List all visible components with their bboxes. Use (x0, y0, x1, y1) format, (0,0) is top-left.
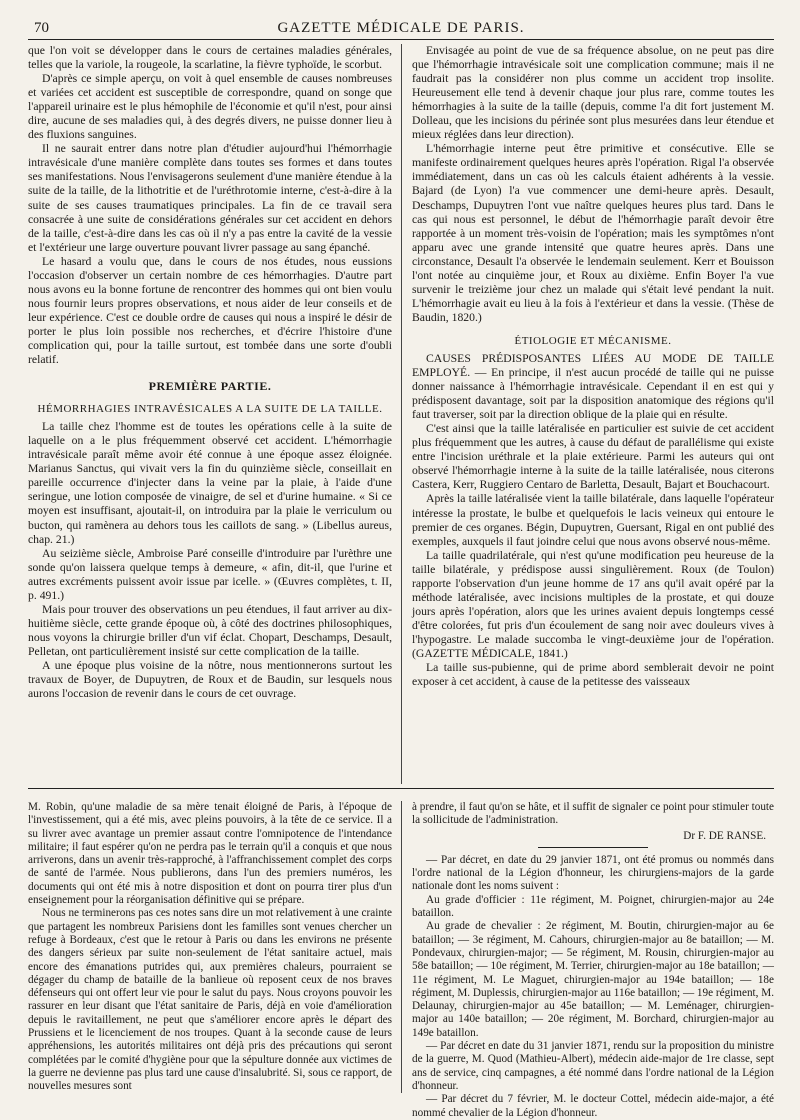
paragraph: L'hémorrhagie interne peut être primitive et consécutive. Elle se manifeste ordinairement quelques heures après l'opération. Rigal l'a observée immédiatement, dans un cas où les calculs étaient adhérents à la vessie. Bajard (de Lyon) l'a vue commencer une demi-heure après. Desault, Deschamps, Dupuytren l'ont vue naître quelques heures plus tard. Dans le cas qui nous est personnel, le début de l'hémorrhagie paraît devoir être rapportée à un moment très-voisin de l'opération; mais les symptômes n'ont apparu avec une grande intensité que quatre heures après. Dans une circonstance, Desault l'a observée le lendemain seulement. Kerr et Bouisson l'ont notée au cinquième jour, et Roux au dixième. Enfin Boyer l'a vue survenir le treizième jour chez un malade qui s'était levé pendant la nuit. L'hémorrhagie avait eu lieu à la fois à l'extérieur et dans la vessie. (Thèse de Baudin, 1820.) (412, 142, 774, 324)
paragraph: Mais pour trouver des observations un peu étendues, il faut arriver au dix-huitième siècle, cette grande époque où, à côté des doctrines philosophiques, nous voyons la chirurgie briller d'un vif éclat. Chopart, Deschamps, Desault, Pelletan, ont particulièrement insisté sur cette complication de la taille. (28, 602, 392, 658)
paragraph: A une époque plus voisine de la nôtre, nous mentionnerons surtout les travaux de Boyer, de Dupuytren, de Roux et de Baudin, sur lesquels nous aurons l'occasion de revenir dans le cours de cet ouvrage. (28, 658, 392, 701)
paragraph: Après la taille latéralisée vient la taille bilatérale, dans laquelle l'opérateur intéresse la prostate, le bulbe et quelquefois le lacis veineux qui entoure le premier de ces organes. Bégin, Dupuytren, Guersant, Rigal en ont publié des exemples, auxquels il faut joindre celui que nous avons observé nous-même. (412, 492, 774, 548)
paragraph: Envisagée au point de vue de sa fréquence absolue, on ne peut pas dire que l'hémorrhagie intravésicale soit une complication commune; mais il ne faudrait pas la considérer non plus comme un accident trop insolite. Heureusement elle tend à devenir chaque jour plus rare, comme toutes les hémorrhagies à la suite de la taille (depuis, comme l'a dit fort justement M. Dolleau, que les incisions du périnée sont plus mesurées dans leur étendue et mieux réglées dans leur direction). (412, 44, 774, 142)
paragraph: — Par décret, en date du 29 janvier 1871, ont été promus ou nommés dans l'ordre national de la Légion d'honneur, les chirurgiens-majors de la garde nationale dont les noms suivent : (412, 853, 774, 893)
left-column (28, 44, 401, 784)
paragraph: Nous ne terminerons pas ces notes sans dire un mot relativement à une crainte que partagent les nombreux Parisiens dont les familles sont venues chercher un refuge à Bordeaux, c'est que le retour à Paris ou dans les environs ne présente des dangers sérieux par suite non-seulement de l'état sanitaire actuel, mais encore des émanations putrides qui, aux premières chaleurs, pourraient se dégager du champ de bataille de la banlieue où reposent ceux de nos braves défenseurs qui ont offert leur vie pour le salut du pays. Nous croyons pouvoir les rassurer en leur disant que l'état sanitaire de Paris, déjà en voie d'amélioration depuis le ravitaillement, ne peut que s'améliorer encore après le départ des Prussiens et le licenciement de nos troupes. Quant à la seconde cause de leurs appréhensions, les autorités militaires ont déjà pris des précautions qui seront complétées par le comité d'hygiène pour que la sépulture donnée aux victimes de la guerre ne devienne pas plus tard une cause d'insalubrité. Si, sous ce rapport, de nouvelles mesures sont (28, 907, 392, 1093)
paragraph: La taille sus-pubienne, qui de prime abord semblerait devoir ne point exposer à cet accident, à cause de la petitesse des vaisseaux (412, 661, 774, 689)
news-section (28, 789, 774, 1119)
paragraph: — Par décret en date du 31 janvier 1871, rendu sur la proposition du ministre de la guerre, M. Quod (Mathieu-Albert), médecin aide-major de 1re classe, sept ans de service, cinq campagnes, a été nommé dans l'ordre national de la Légion d'honneur. (412, 1040, 774, 1092)
paragraph: Il ne saurait entrer dans notre plan d'étudier aujourd'hui l'hémorrhagie intravésicale d'une manière complète dans toutes ses formes et dans toutes ses manifestations. Nous l'envisagerons seulement d'une manière étendue à la suite de la taille, de la lithotritie et de l'uréthrotomie interne, c'est-à-dire à la suite de ses causes traumatiques principales. La fin de ce travail sera consacrée à une suite de considérations générales sur cet accident en dehors de la taille, c'est-à-dire dans les cas où il n'y a pas entre la cavité de la vessie et l'extérieur une large ouverture pouvant livrer passage au sang épanché. (28, 142, 392, 254)
paragraph: que l'on voit se développer dans le cours de certaines maladies générales, telles que la variole, la rougeole, la scarlatine, la fièvre typhoïde, le scorbut. (28, 44, 392, 72)
paragraph: D'après ce simple aperçu, on voit à quel ensemble de causes nombreuses et variées cet accident est susceptible de correspondre, quand on songe que l'appareil urinaire est le plus hémophile de l'économie et qu'il n'est, pour ainsi dire, aucune de ses maladies qui, à des degrés divers, ne puisse donner lieu à des fluxions sanguines. (28, 72, 392, 142)
article-section (28, 44, 774, 784)
author-signature: Dr F. DE RANSE. (683, 829, 766, 842)
subsection-heading: HÉMORRHAGIES INTRAVÉSICALES A LA SUITE DE LA TAILLE. (37, 403, 383, 416)
bottom-right-column (401, 801, 774, 1119)
paragraph: Le hasard a voulu que, dans le cours de nos études, nous eussions l'occasion d'observer un certain nombre de ces hémorrhagies. D'autre part nous avons eu la bonne fortune de rencontrer des hommes qui ont bien voulu nous fournir leurs propres observations, et nous aider de leur conseils et de leur expérience. C'est ce double ordre de causes qui nous a inspiré le désir de porter le plus loin possible nos recherches, et d'écrire l'histoire d'une complication qui, pour la taille surtout, est tombée dans une sorte d'oubli relatif. (28, 254, 392, 367)
paragraph: M. Robin, qu'une maladie de sa mère tenait éloigné de Paris, à l'époque de l'investissement, qui a été mis, avec pleins pouvoirs, à la tête de ce service. Il a su livrer avec avantage un premier assaut contre l'omnipotence de l'intendance militaire; il faut espérer qu'on ne perdra pas le terrain qu'il a conquis et que nous arriverons, dans un avenir très-rapproché, à l'affranchissement complet des corps de santé de l'armée. Nous publierons, dans l'un des premiers numéros, les documents qui ont été mis à notre disposition et dont on pourra tirer plus d'un enseignement pour la réorganisation définitive qui se prépare. (28, 801, 392, 907)
right-column (401, 44, 774, 784)
paragraph: C'est ainsi que la taille latéralisée en particulier est suivie de cet accident plus fréquemment que les autres, à cause du défaut de parallélisme qui existe entre l'incision uréthrale et la plaie extérieure. Parmi les auteurs qui ont observé l'hémorrhagie interne à la suite de la taille latéralisée, nous citerons Castera, Kerr, Ruggiero Centaro de Barletta, Desault, Bajart et Bouchacourt. (412, 422, 774, 492)
paragraph: — Par décret du 7 février, M. le docteur Cottel, médecin aide-major, a été nommé chevalier de la Légion d'honneur. (412, 1093, 774, 1119)
page-number: 70 (34, 20, 49, 36)
running-header (28, 18, 774, 40)
paragraph: La taille quadrilatérale, qui n'est qu'une modification peu heureuse de la taille bilatérale, y prédispose aussi singulièrement. Roux (de Toulon) rapporte l'observation d'un jeune homme de 17 ans qu'il avait opéré par la méthode latéralisée, avec incisions multiples de la prostate, et qui douze jours après l'opération, alors que les urines avaient depuis longtemps cessé d'être colorées, fut pris d'un écoulement de sang noir avec douleurs vives à l'hypogastre. Le malade succomba le vingt-deuxième jour de l'opération. (GAZETTE MÉDICALE, 1841.) (412, 548, 774, 660)
bottom-left-column (28, 801, 401, 1093)
journal-title: GAZETTE MÉDICALE DE PARIS. (277, 20, 525, 36)
paragraph: Au seizième siècle, Ambroise Paré conseille d'introduire par l'urèthre une sonde qu'on laissera quelque temps à demeure, « afin, dit-il, que l'urine et autres excréments puissent avoir issue par icelle. » (Œuvres complètes, t. II, p. 491.) (28, 546, 392, 602)
paragraph: à prendre, il faut qu'on se hâte, et il suffit de signaler ce point pour stimuler toute la sollicitude de l'administration. (412, 801, 774, 827)
paragraph: CAUSES PRÉDISPOSANTES LIÉES AU MODE DE TAILLE EMPLOYÉ. — En principe, il n'est aucun procédé de taille qui ne puisse donner naissance à l'hémorrhagie intravésicale. Cependant il en est qui y prédisposent davantage, soit par la disposition anatomique des régions qu'il faut traverser, soit par la direction oblique de la plaie qui en résulte. (412, 351, 774, 422)
paragraph: Au grade d'officier : 11e régiment, M. Poignet, chirurgien-major au 24e bataillon. (412, 893, 774, 920)
paragraph: La taille chez l'homme est de toutes les opérations celle à la suite de laquelle on a le plus fréquemment observé cet accident. L'hémorrhagie intravésicale paraît même avoir été connue à une époque assez éloignée. Marianus Sanctus, qui vivait vers la fin du quinzième siècle, conseillait en pareille occurrence d'injecter dans la veine par la plaie, à l'aide d'une seringue, une lotion composée de vinaigre, de sel et d'urine humaine. « Si ce moyen est insuffisant, ajoutait-il, on introduira par la plaie le verriculum ou bucton, qui ramènera au dehors tous les caillots de sang. » (Libellus aureus, chap. 21.) (28, 420, 392, 546)
paragraph: Au grade de chevalier : 2e régiment, M. Boutin, chirurgien-major au 6e bataillon; — 3e régiment, M. Cahours, chirurgien-major au 8e bataillon; — M. Pondevaux, chirurgien-major; — 5e régiment, M. Rousin, chirurgien-major au 58e bataillon; — 10e régiment, M. Terrier, chirurgien-major au 18e bataillon; — 11e régiment, M. Le Maguet, chirurgien-major au 194e bataillon; — 18e régiment, M. Duplessis, chirurgien-major au 116e bataillon; — 19e régiment, M. Delaunay, chirurgien-major au 45e bataillon; — M. Leménager, chirurgien-major au 140e bataillon; — 20e régiment, M. Borchard, chirurgien-major au 149e bataillon. (412, 920, 774, 1039)
section-heading: ÉTIOLOGIE ET MÉCANISME. (514, 334, 672, 347)
divider (538, 847, 648, 848)
section-heading: PREMIÈRE PARTIE. (148, 379, 272, 394)
